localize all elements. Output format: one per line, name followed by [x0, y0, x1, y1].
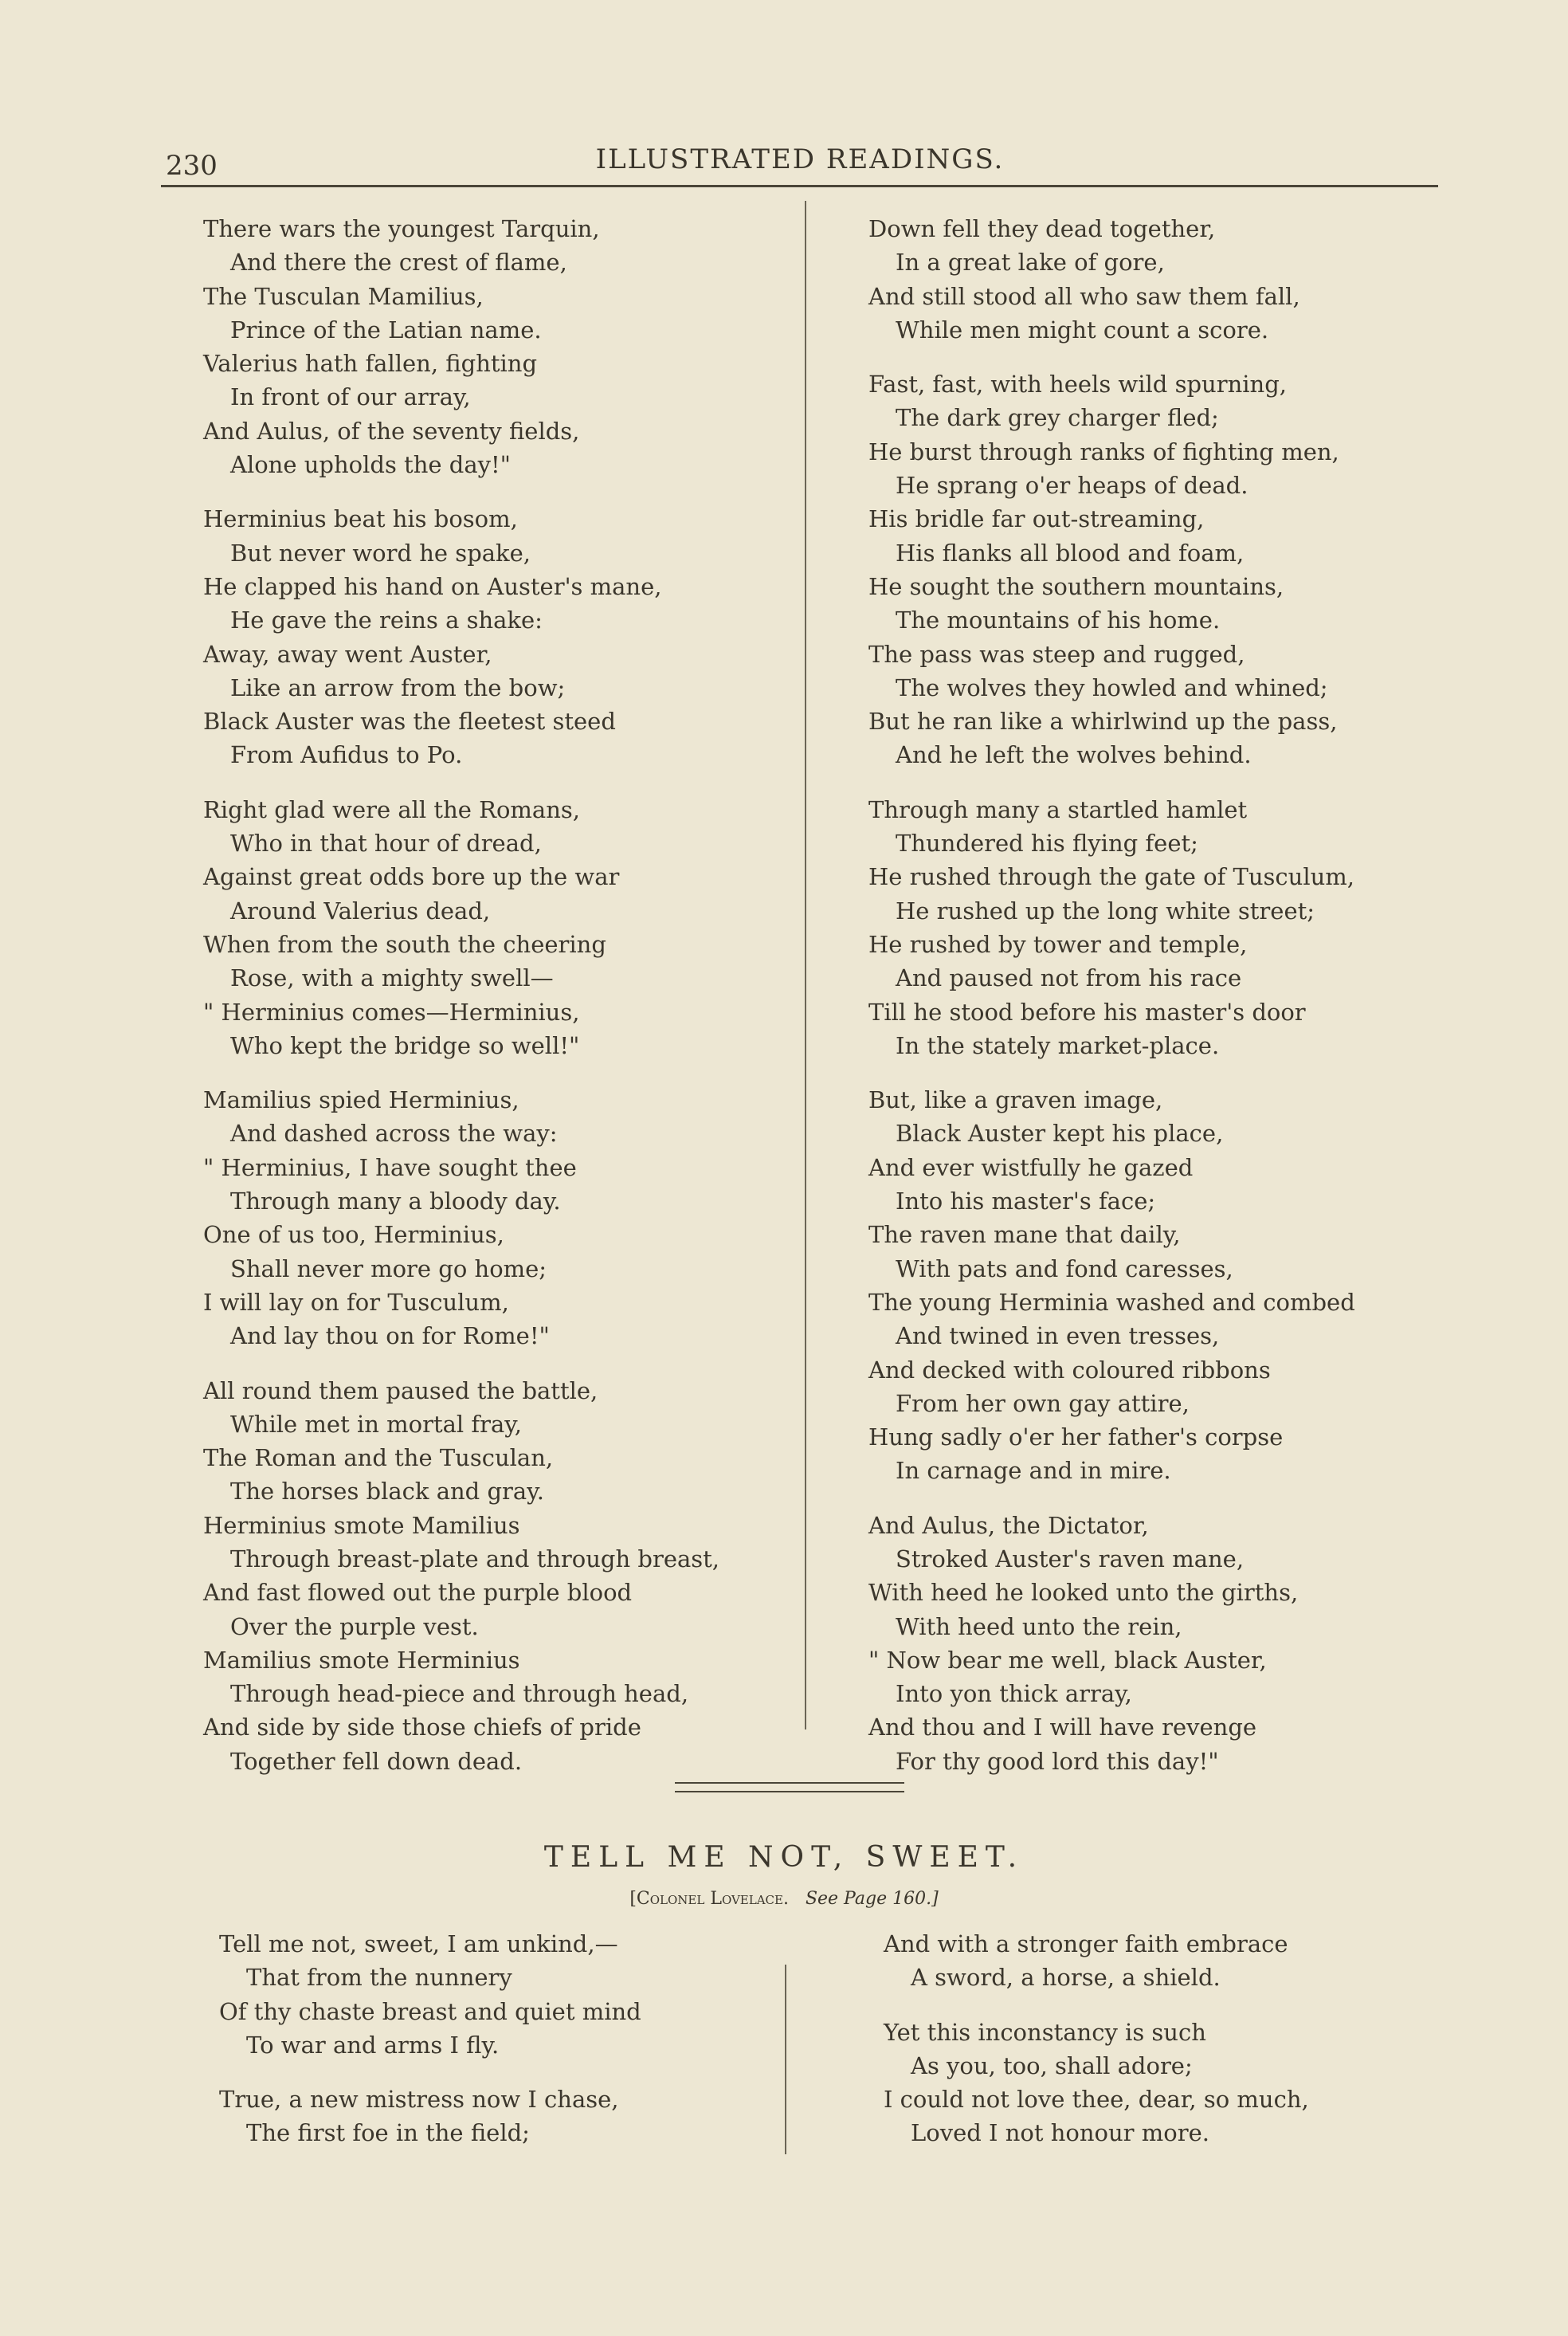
poem1-right-column — [868, 212, 1355, 1799]
verse-line: Through many a startled hamlet — [868, 795, 1248, 823]
verse-line: Of thy chaste breast and quiet mind — [219, 1997, 641, 2025]
verse-line: Down fell they dead together, — [868, 215, 1216, 242]
stanza — [203, 793, 719, 1062]
attribution-author: [Colonel Lovelace. — [629, 1889, 789, 1909]
verse-line: Like an arrow from the bow; — [230, 673, 566, 701]
verse-line: He rushed up the long white street; — [896, 897, 1315, 925]
verse-line: Fast, fast, with heels wild spurning, — [868, 371, 1287, 398]
stanza — [868, 793, 1355, 1062]
verse-line: " Herminius, I have sought thee — [203, 1153, 577, 1181]
verse-line: He sought the southern mountains, — [868, 572, 1284, 600]
page-number: 230 — [166, 150, 218, 182]
verse-line: Shall never more go home; — [230, 1254, 547, 1282]
verse-line: With heed he looked unto the girths, — [868, 1579, 1299, 1607]
verse-line: All round them paused the battle, — [203, 1376, 598, 1404]
poem2-left-column — [219, 1927, 641, 2171]
verse-line: To war and arms I fly. — [246, 2031, 500, 2059]
verse-line: I could not love thee, dear, so much, — [884, 2086, 1309, 2114]
verse-line: The first foe in the field; — [246, 2119, 530, 2147]
column-divider-2 — [785, 1965, 786, 2154]
verse-line: He gave the reins a shake: — [230, 607, 543, 634]
verse-line: As you, too, shall adore; — [911, 2051, 1193, 2079]
verse-line: Black Auster kept his place, — [896, 1120, 1224, 1148]
poem2-right-column — [884, 1927, 1309, 2171]
verse-line: True, a new mistress now I chase, — [219, 2086, 619, 2114]
verse-line: And dashed across the way: — [230, 1120, 558, 1148]
verse-line: Thundered his flying feet; — [896, 830, 1198, 858]
verse-line: Into yon thick array, — [896, 1680, 1132, 1708]
verse-line: And paused not from his race — [896, 964, 1242, 992]
verse-line: Together fell down dead. — [230, 1747, 523, 1775]
verse-line: One of us too, Herminius, — [203, 1221, 504, 1249]
running-title: ILLUSTRATED READINGS. — [595, 143, 1005, 175]
verse-line: Through head-piece and through head, — [230, 1680, 689, 1708]
verse-line: " Now bear me well, black Auster, — [868, 1646, 1267, 1674]
verse-line: Mamilius spied Herminius, — [203, 1086, 519, 1114]
verse-line: And there the crest of flame, — [230, 249, 567, 277]
verse-line: Into his master's face; — [896, 1188, 1156, 1215]
verse-line: In a great lake of gore, — [896, 249, 1165, 277]
verse-line: And twined in even tresses, — [896, 1322, 1220, 1350]
verse-line: His bridle far out-streaming, — [868, 505, 1205, 533]
stanza — [868, 367, 1355, 772]
verse-line: And Aulus, the Dictator, — [868, 1511, 1149, 1539]
verse-line: The dark grey charger fled; — [896, 404, 1219, 432]
verse-line: And thou and I will have revenge — [868, 1714, 1257, 1741]
verse-line: And fast flowed out the purple blood — [203, 1579, 633, 1607]
verse-line: Mamilius smote Herminius — [203, 1646, 520, 1674]
poem-title: TELL ME NOT, SWEET. — [543, 1841, 1025, 1874]
verse-line: And ever wistfully he gazed — [868, 1153, 1194, 1181]
verse-line: Hung sadly o'er her father's corpse — [868, 1423, 1284, 1451]
stanza — [868, 1509, 1355, 1778]
verse-line: Yet this inconstancy is such — [884, 2018, 1206, 2046]
verse-line: Herminius smote Mamilius — [203, 1511, 520, 1539]
verse-line: Black Auster was the fleetest steed — [203, 708, 616, 736]
verse-line: With heed unto the rein, — [896, 1612, 1182, 1640]
verse-line: The mountains of his home. — [896, 607, 1221, 634]
verse-line: The raven mane that daily, — [868, 1221, 1181, 1249]
verse-line: In carnage and in mire. — [896, 1457, 1171, 1485]
stanza — [219, 2083, 641, 2150]
verse-line: And decked with coloured ribbons — [868, 1356, 1271, 1384]
verse-line: The wolves they howled and whined; — [896, 673, 1328, 701]
verse-line: " Herminius comes—Herminius, — [203, 998, 580, 1026]
verse-line: With pats and fond caresses, — [896, 1254, 1233, 1282]
verse-line: And Aulus, of the seventy fields, — [203, 417, 580, 445]
verse-line: While met in mortal fray, — [230, 1410, 523, 1438]
verse-line: His flanks all blood and foam, — [896, 539, 1245, 567]
header-rule — [161, 185, 1438, 187]
verse-line: Loved I not honour more. — [911, 2119, 1209, 2147]
verse-line: The pass was steep and rugged, — [868, 640, 1245, 668]
verse-line: From Aufidus to Po. — [230, 741, 463, 769]
verse-line: And he left the wolves behind. — [896, 741, 1252, 769]
verse-line: That from the nunnery — [246, 1964, 512, 1992]
verse-line: Tell me not, sweet, I am unkind,— — [219, 1930, 618, 1957]
verse-line: But, like a graven image, — [868, 1086, 1163, 1114]
verse-line: Till he stood before his master's door — [868, 998, 1306, 1026]
verse-line: Rose, with a mighty swell— — [230, 964, 554, 992]
stanza — [203, 1083, 719, 1353]
verse-line: There wars the youngest Tarquin, — [203, 215, 600, 242]
verse-line: Right glad were all the Romans, — [203, 795, 580, 823]
verse-line: Around Valerius dead, — [230, 897, 491, 925]
verse-line: Through breast-plate and through breast, — [230, 1545, 720, 1572]
verse-line: Stroked Auster's raven mane, — [896, 1545, 1245, 1572]
verse-line: Who kept the bridge so well!" — [230, 1031, 580, 1059]
verse-line: From her own gay attire, — [896, 1389, 1190, 1417]
verse-line: When from the south the cheering — [203, 930, 606, 958]
verse-line: In front of our array, — [230, 383, 471, 411]
stanza — [219, 1927, 641, 2062]
stanza — [868, 212, 1355, 347]
section-rule-bottom — [675, 1791, 904, 1792]
stanza — [203, 212, 719, 481]
column-divider — [805, 201, 806, 1729]
verse-line: Valerius hath fallen, fighting — [203, 350, 538, 378]
stanza — [884, 1927, 1309, 1995]
verse-line: Alone upholds the day!" — [230, 451, 511, 479]
poem1-left-column — [203, 212, 719, 1799]
verse-line: He rushed through the gate of Tusculum, — [868, 863, 1355, 891]
stanza — [884, 2016, 1309, 2150]
verse-line: The Roman and the Tusculan, — [203, 1444, 554, 1472]
verse-line: And side by side those chiefs of pride — [203, 1714, 641, 1741]
verse-line: But never word he spake, — [230, 539, 531, 567]
verse-line: He rushed by tower and temple, — [868, 930, 1248, 958]
verse-line: The horses black and gray. — [230, 1478, 544, 1506]
verse-line: Over the purple vest. — [230, 1612, 479, 1640]
verse-line: Who in that hour of dread, — [230, 830, 542, 858]
verse-line: He sprang o'er heaps of dead. — [896, 472, 1249, 500]
verse-line: The young Herminia washed and combed — [868, 1288, 1355, 1316]
verse-line: And with a stronger faith embrace — [884, 1930, 1288, 1957]
verse-line: He burst through ranks of fighting men, — [868, 438, 1339, 465]
verse-line: Away, away went Auster, — [203, 640, 492, 668]
verse-line: Through many a bloody day. — [230, 1188, 561, 1215]
section-rule-top — [675, 1782, 904, 1784]
verse-line: He clapped his hand on Auster's mane, — [203, 572, 662, 600]
stanza — [203, 1374, 719, 1779]
verse-line: In the stately market-place. — [896, 1031, 1220, 1059]
verse-line: Herminius beat his bosom, — [203, 505, 518, 533]
verse-line: A sword, a horse, a shield. — [911, 1964, 1221, 1992]
attribution-reference: See Page 160.] — [805, 1889, 939, 1909]
verse-line: And lay thou on for Rome!" — [230, 1322, 550, 1350]
verse-line: The Tusculan Mamilius, — [203, 282, 484, 310]
verse-line: Against great odds bore up the war — [203, 863, 620, 891]
verse-line: But he ran like a whirlwind up the pass, — [868, 708, 1338, 736]
stanza — [868, 1083, 1355, 1488]
poem-attribution — [0, 1889, 1568, 1909]
verse-line: Prince of the Latian name. — [230, 316, 542, 344]
verse-line: I will lay on for Tusculum, — [203, 1288, 509, 1316]
stanza — [203, 502, 719, 771]
verse-line: While men might count a score. — [896, 316, 1269, 344]
verse-line: For thy good lord this day!" — [896, 1747, 1219, 1775]
verse-line: And still stood all who saw them fall, — [868, 282, 1300, 310]
